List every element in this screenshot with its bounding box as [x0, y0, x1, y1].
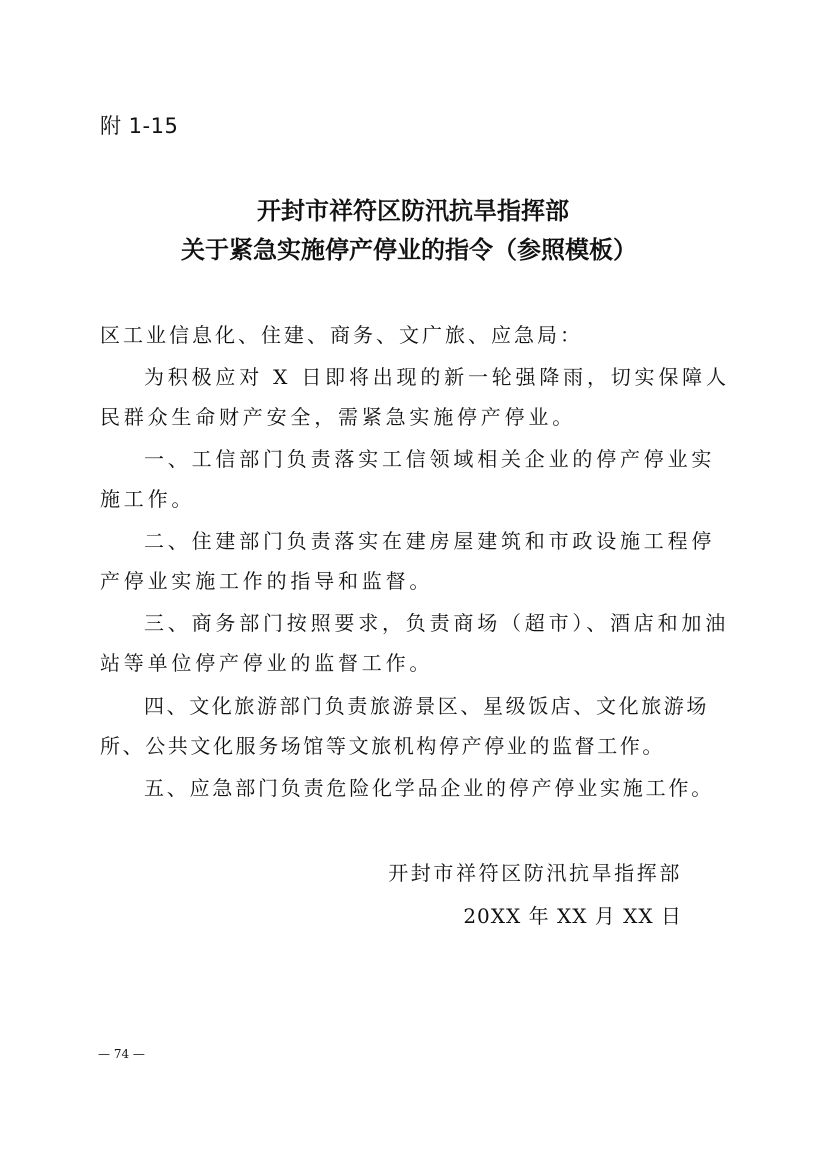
paragraph-item-2: 二、住建部门负责落实在建房屋建筑和市政设施工程停产停业实施工作的指导和监督。	[100, 529, 716, 593]
paragraph-item-5: 五、应急部门负责危险化学品企业的停产停业实施工作。	[144, 776, 714, 800]
document-title-line-1: 开封市祥符区防汛抗旱指挥部	[257, 196, 569, 225]
document-title-line-2: 关于紧急实施停产停业的指令（参照模板）	[181, 235, 637, 264]
signature-organization: 开封市祥符区防汛抗旱指挥部	[388, 861, 682, 885]
paragraph-item-1: 一、工信部门负责落实工信领域相关企业的停产停业实施工作。	[100, 447, 716, 511]
signature-date: 20XX 年 XX 月 XX 日	[463, 904, 682, 928]
salutation: 区工业信息化、住建、商务、文广旅、应急局：	[100, 323, 583, 347]
page-number: — 74 —	[98, 1047, 145, 1061]
attachment-label: 附 1-15	[100, 114, 179, 138]
paragraph-intro: 为积极应对 X 日即将出现的新一轮强降雨，切实保障人民群众生命财产安全，需紧急实施停产停业。	[100, 365, 730, 429]
paragraph-item-3: 三、商务部门按照要求，负责商场（超市）、酒店和加油站等单位停产停业的监督工作。	[100, 611, 729, 675]
paragraph-item-4: 四、文化旅游部门负责旅游景区、星级饭店、文化旅游场所、公共文化服务场馆等文旅机构停产停业的监督工作。	[100, 694, 709, 758]
